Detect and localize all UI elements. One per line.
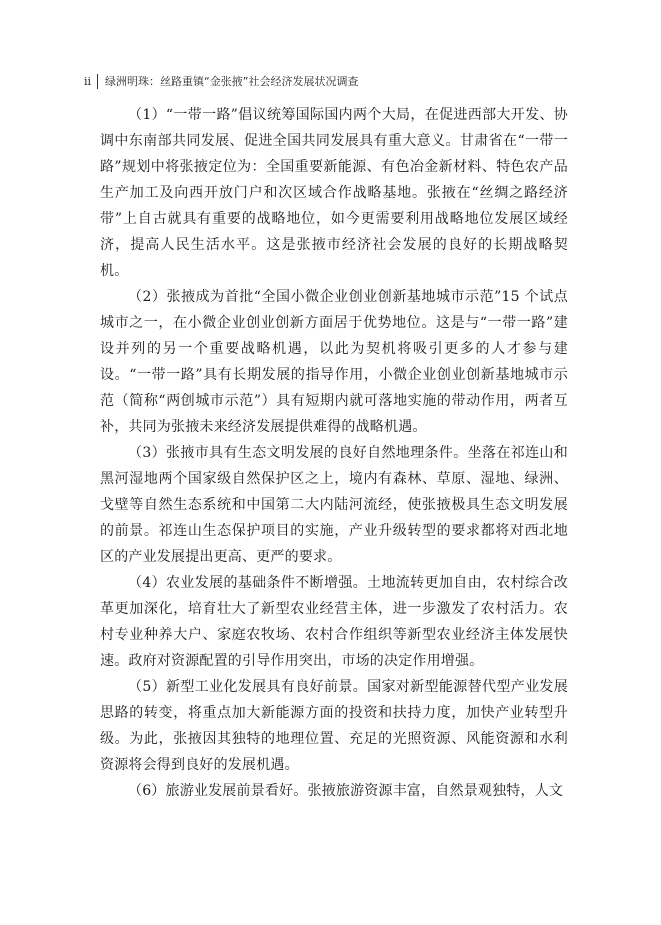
paragraph-5: （5）新型工业化发展具有良好前景。国家对新型能源替代型产业发展思路的转变，将重点加大新能源方面的投资和扶持力度，加快产业转型升级。为此，张掖因其独特的地理位置、充足的光照资源、风能资源和水利资源将会得到良好的发展机遇。 — [100, 679, 568, 773]
paragraph-1: （1）“一带一路”倡议统筹国际国内两个大局，在促进西部大开发、协调中东南部共同发展、促进全国共同发展具有重大意义。甘肃省在“一带一路”规划中将张掖定位为：全国重要新能源、有色冶金新材料、特色农产品生产加工及向西开放门户和次区域合作战略基地。张掖在“丝绸之路经济带”上自古就具有重要的战略地位，如今更需要利用战略地位发展区域经济，提高人民生活水平。这是张掖市经济社会发展的良好的长期战略契机。 — [100, 107, 568, 279]
body-text — [100, 102, 568, 804]
paragraph-3: （3）张掖市具有生态文明发展的良好自然地理条件。坐落在祁连山和黑河湿地两个国家级自然保护区之上，境内有森林、草原、湿地、绿洲、戈壁等自然生态系统和中国第二大内陆河流经，使张掖极具生态文明发展的前景。祁连山生态保护项目的实施，产业升级转型的要求都将对西北地区的产业发展提出更高、更严的要求。 — [100, 445, 568, 565]
paragraph-2: （2）张掖成为首批“全国小微企业创业创新基地城市示范”15 个试点城市之一，在小微企业创业创新方面居于优势地位。这是与“一带一路”建设并列的另一个重要战略机遇，以此为契机将吸引更多的人才参与建设。“一带一路”具有长期发展的指导作用，小微企业创业创新基地城市示范（简称“两创城市示范”）具有短期内就可落地实施的带动作用，两者互补，共同为张掖未来经济发展提供难得的战略机遇。 — [100, 289, 568, 435]
running-title: 绿洲明珠：丝路重镇“金张掖”社会经济发展状况调查 — [105, 75, 359, 88]
header-divider — [97, 74, 98, 89]
page-number: ii — [84, 74, 92, 88]
paragraph-4: （4）农业发展的基础条件不断增强。土地流转更加自由，农村综合改革更加深化，培育壮大了新型农业经营主体，进一步激发了农村活力。农村专业种养大户、家庭农牧场、农村合作组织等新型农业经济主体发展快速。政府对资源配置的引导作用突出，市场的决定作用增强。 — [100, 575, 568, 669]
paragraph-6: （6）旅游业发展前景看好。张掖旅游资源丰富，自然景观独特，人文 — [128, 783, 564, 799]
running-header — [84, 72, 358, 90]
